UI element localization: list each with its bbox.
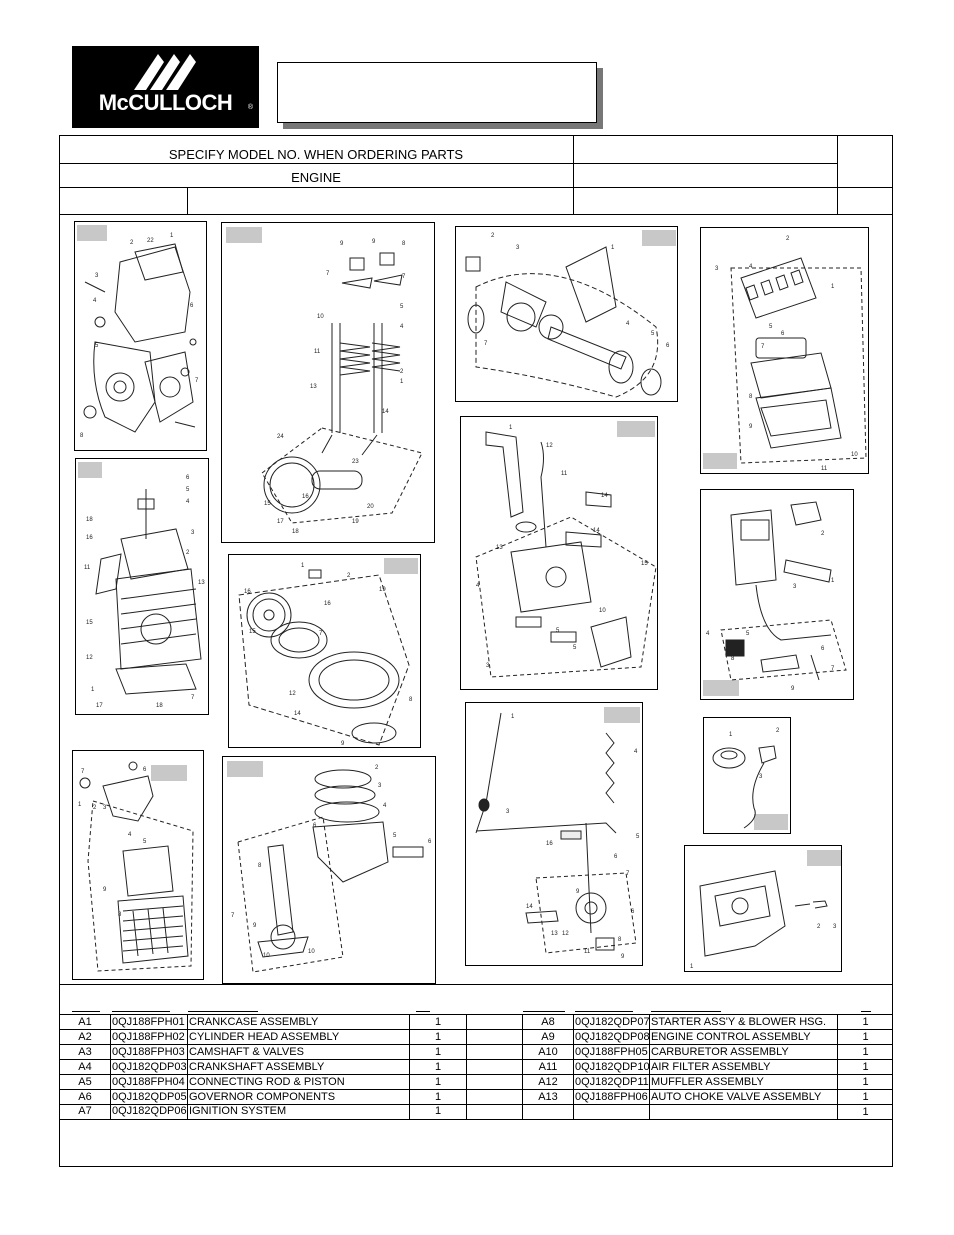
- svg-text:3: 3: [191, 530, 195, 536]
- svg-text:4: 4: [128, 832, 132, 838]
- part-no-cell: 0QJ188FPH06: [575, 1091, 648, 1103]
- part-no-cell: 0QJ182QDP07: [575, 1016, 650, 1028]
- qty-cell: 1: [434, 1016, 442, 1028]
- col-line: [573, 1014, 574, 1119]
- col-rule: [651, 1011, 721, 1012]
- description-cell: CRANKSHAFT ASSEMBLY: [189, 1061, 325, 1073]
- col-line: [187, 1014, 188, 1119]
- svg-text:1: 1: [301, 563, 305, 569]
- ref-cell: A5: [78, 1076, 92, 1088]
- governor-illustration-icon: [466, 703, 643, 966]
- qty-cell: 1: [434, 1046, 442, 1058]
- svg-text:10: 10: [599, 608, 606, 614]
- part-no-cell: 0QJ188FPH01: [112, 1016, 185, 1028]
- qty-cell: 1: [434, 1031, 442, 1043]
- svg-text:9: 9: [103, 887, 107, 893]
- svg-text:14: 14: [294, 711, 301, 717]
- svg-text:8: 8: [618, 937, 622, 943]
- svg-text:15: 15: [641, 561, 648, 567]
- qty-cell: 1: [434, 1105, 442, 1117]
- svg-text:16: 16: [302, 494, 309, 500]
- svg-text:4: 4: [400, 324, 404, 330]
- svg-text:2: 2: [347, 573, 351, 579]
- svg-text:6: 6: [428, 839, 432, 845]
- svg-text:3: 3: [103, 805, 107, 811]
- svg-text:1: 1: [831, 578, 835, 584]
- description-cell: CARBURETOR ASSEMBLY: [651, 1046, 789, 1058]
- svg-text:22: 22: [147, 238, 154, 244]
- svg-text:2: 2: [817, 924, 821, 930]
- part-no-cell: 0QJ182QDP08: [575, 1031, 650, 1043]
- svg-text:5: 5: [143, 839, 147, 845]
- col-line: [110, 1014, 111, 1119]
- logo-wordmark: McCULLOCH: [98, 90, 233, 115]
- svg-text:16: 16: [324, 601, 331, 607]
- svg-text:2: 2: [93, 805, 97, 811]
- svg-text:11: 11: [561, 471, 568, 477]
- svg-text:14: 14: [382, 409, 389, 415]
- qty-cell: 1: [862, 1046, 869, 1058]
- ref-cell: A7: [78, 1105, 92, 1117]
- diagram-engine-control: [460, 416, 658, 690]
- col-rule: [72, 1011, 100, 1012]
- description-cell: CRANKCASE ASSEMBLY: [189, 1016, 319, 1028]
- svg-text:4: 4: [706, 631, 710, 637]
- diagram-auto-choke: [684, 845, 842, 972]
- svg-text:8: 8: [118, 912, 122, 918]
- crankcase-illustration-icon: [75, 222, 207, 451]
- col-rule: [861, 1011, 871, 1012]
- svg-text:10: 10: [851, 452, 858, 458]
- svg-text:7: 7: [191, 695, 195, 701]
- svg-text:14: 14: [526, 904, 533, 910]
- svg-text:23: 23: [352, 459, 359, 465]
- mcculloch-logo: [72, 46, 259, 128]
- diagram-crankshaft: [455, 226, 678, 402]
- svg-text:13: 13: [496, 545, 503, 551]
- ignition-illustration-icon: [704, 718, 791, 834]
- part-no-cell: 0QJ188FPH03: [112, 1046, 185, 1058]
- svg-text:17: 17: [277, 519, 284, 525]
- diagram-carburetor: [700, 489, 854, 700]
- diagram-muffler: [72, 750, 204, 980]
- svg-text:7: 7: [195, 378, 199, 384]
- diagram-air-filter: [700, 227, 869, 474]
- description-cell: CYLINDER HEAD ASSEMBLY: [189, 1031, 340, 1043]
- header-divider-2: [837, 135, 838, 214]
- ref-cell: A10: [538, 1046, 558, 1058]
- svg-text:3: 3: [516, 245, 520, 251]
- header-divider-3: [187, 187, 188, 214]
- col-rule: [416, 1011, 430, 1012]
- qty-cell: 1: [862, 1106, 869, 1118]
- header-rule-right: [573, 163, 837, 164]
- svg-text:4: 4: [476, 583, 480, 589]
- muffler-illustration-icon: [73, 751, 204, 980]
- svg-text:6: 6: [821, 646, 825, 652]
- svg-text:5: 5: [746, 631, 750, 637]
- description-cell: AIR FILTER ASSEMBLY: [651, 1061, 771, 1073]
- svg-text:9: 9: [621, 954, 625, 960]
- svg-text:8: 8: [749, 394, 753, 400]
- description-cell: AUTO CHOKE VALVE ASSEMBLY: [651, 1091, 822, 1103]
- svg-text:11: 11: [821, 466, 828, 472]
- col-rule: [188, 1011, 258, 1012]
- svg-text:5: 5: [400, 304, 404, 310]
- svg-text:2: 2: [786, 236, 790, 242]
- svg-text:7: 7: [319, 631, 323, 637]
- svg-text:9: 9: [372, 239, 376, 245]
- svg-text:11: 11: [84, 565, 91, 571]
- svg-text:7: 7: [402, 274, 406, 280]
- svg-text:9: 9: [341, 741, 345, 747]
- svg-text:19: 19: [352, 519, 359, 525]
- svg-text:7: 7: [831, 666, 835, 672]
- svg-text:10: 10: [317, 314, 324, 320]
- ref-cell: A13: [538, 1091, 558, 1103]
- svg-text:5: 5: [186, 487, 190, 493]
- ref-cell: A4: [78, 1061, 92, 1073]
- description-cell: GOVERNOR COMPONENTS: [189, 1091, 336, 1103]
- col-line: [466, 1014, 467, 1119]
- description-cell: CAMSHAFT & VALVES: [189, 1046, 304, 1058]
- svg-text:1: 1: [611, 245, 615, 251]
- svg-text:8: 8: [80, 433, 84, 439]
- svg-text:1: 1: [400, 379, 404, 385]
- qty-cell: 1: [434, 1091, 442, 1103]
- ref-cell: A8: [541, 1016, 555, 1028]
- svg-text:2: 2: [821, 531, 825, 537]
- svg-text:1: 1: [831, 284, 835, 290]
- ref-cell: A3: [78, 1046, 92, 1058]
- svg-text:9: 9: [576, 889, 580, 895]
- svg-text:2: 2: [400, 369, 404, 375]
- svg-text:6: 6: [143, 767, 147, 773]
- svg-text:12: 12: [86, 655, 93, 661]
- engine-control-illustration-icon: [461, 417, 658, 690]
- svg-text:2: 2: [186, 550, 190, 556]
- svg-text:5: 5: [556, 628, 560, 634]
- ref-cell: A11: [538, 1061, 558, 1073]
- svg-text:13: 13: [310, 384, 317, 390]
- svg-text:4: 4: [749, 264, 753, 270]
- svg-text:6: 6: [666, 343, 670, 349]
- svg-text:2: 2: [130, 240, 134, 246]
- col-rule: [112, 1011, 170, 1012]
- brand-mark-icon: [132, 52, 202, 90]
- svg-text:18: 18: [292, 529, 299, 535]
- carburetor-illustration-icon: [701, 490, 854, 700]
- svg-text:11: 11: [314, 349, 321, 355]
- svg-text:16: 16: [86, 535, 93, 541]
- svg-text:2: 2: [776, 728, 780, 734]
- svg-text:6: 6: [781, 331, 785, 337]
- svg-text:15: 15: [249, 629, 256, 635]
- piston-illustration-icon: [223, 757, 436, 984]
- svg-text:7: 7: [761, 344, 765, 350]
- diagram-connecting-rod-piston: [222, 756, 436, 984]
- svg-text:1: 1: [511, 714, 515, 720]
- svg-text:3: 3: [378, 783, 382, 789]
- svg-text:6: 6: [313, 823, 317, 829]
- part-no-cell: 0QJ188FPH04: [112, 1076, 185, 1088]
- svg-text:10: 10: [263, 953, 270, 959]
- part-no-cell: 0QJ182QDP03: [112, 1061, 187, 1073]
- svg-text:1: 1: [91, 687, 95, 693]
- svg-text:2: 2: [491, 233, 495, 239]
- svg-text:19: 19: [379, 587, 386, 593]
- svg-text:3: 3: [95, 273, 99, 279]
- svg-text:4: 4: [93, 298, 97, 304]
- ref-cell: A1: [78, 1016, 92, 1028]
- part-no-cell: 0QJ182QDP06: [112, 1105, 187, 1117]
- col-rule: [523, 1011, 565, 1012]
- svg-text:4: 4: [383, 803, 387, 809]
- cylinder-head-illustration-icon: [76, 459, 209, 715]
- svg-text:5: 5: [769, 324, 773, 330]
- svg-text:3: 3: [793, 584, 797, 590]
- diagram-cylinder-head: [75, 458, 209, 715]
- qty-cell: 1: [862, 1076, 869, 1088]
- svg-text:14: 14: [593, 528, 600, 534]
- svg-text:12: 12: [562, 931, 569, 937]
- description-cell: MUFFLER ASSEMBLY: [651, 1076, 764, 1088]
- header-divider-1: [573, 135, 574, 214]
- svg-text:8: 8: [402, 241, 406, 247]
- svg-text:18: 18: [156, 703, 163, 709]
- qty-cell: 1: [434, 1061, 442, 1073]
- description-cell: STARTER ASS'Y & BLOWER HSG.: [651, 1016, 827, 1028]
- valves-illustration-icon: [222, 223, 435, 543]
- ref-cell: A12: [538, 1076, 558, 1088]
- svg-text:6: 6: [190, 303, 194, 309]
- svg-text:15: 15: [264, 501, 271, 507]
- svg-text:8: 8: [409, 697, 413, 703]
- svg-text:14: 14: [601, 493, 608, 499]
- air-filter-illustration-icon: [701, 228, 869, 474]
- svg-text:5: 5: [636, 834, 640, 840]
- auto-choke-illustration-icon: [685, 846, 842, 972]
- svg-text:7: 7: [81, 769, 85, 775]
- header-rule-2: [59, 187, 893, 188]
- svg-text:20: 20: [367, 504, 374, 510]
- svg-text:6: 6: [186, 475, 190, 481]
- diagram-camshaft-valves: [221, 222, 435, 543]
- starter-illustration-icon: [229, 555, 421, 748]
- svg-text:1: 1: [690, 964, 694, 970]
- title-box: [277, 62, 597, 123]
- svg-text:9: 9: [340, 241, 344, 247]
- svg-text:5: 5: [651, 331, 655, 337]
- svg-text:3: 3: [833, 924, 837, 930]
- svg-text:1: 1: [729, 732, 733, 738]
- qty-cell: 1: [434, 1076, 442, 1088]
- svg-text:6: 6: [614, 854, 618, 860]
- svg-text:18: 18: [86, 517, 93, 523]
- svg-text:11: 11: [584, 949, 591, 955]
- svg-text:5: 5: [573, 645, 577, 651]
- svg-text:16: 16: [244, 589, 251, 595]
- svg-text:7: 7: [484, 341, 488, 347]
- svg-text:9: 9: [749, 424, 753, 430]
- qty-cell: 1: [862, 1016, 869, 1028]
- svg-text:5: 5: [95, 343, 99, 349]
- row-rule: [59, 1119, 893, 1120]
- crankshaft-illustration-icon: [456, 227, 678, 402]
- svg-text:12: 12: [546, 443, 553, 449]
- svg-text:1: 1: [509, 425, 513, 431]
- diagram-governor: [465, 702, 643, 966]
- ref-cell: A2: [78, 1031, 92, 1043]
- diagram-ignition: [703, 717, 791, 834]
- svg-text:8: 8: [731, 656, 735, 662]
- svg-text:3: 3: [759, 774, 763, 780]
- svg-text:4: 4: [186, 499, 190, 505]
- part-no-cell: 0QJ188FPH02: [112, 1031, 185, 1043]
- part-no-cell: 0QJ188FPH05: [575, 1046, 648, 1058]
- svg-text:1: 1: [170, 233, 174, 239]
- svg-text:3: 3: [715, 266, 719, 272]
- diagram-starter-blower: [228, 554, 421, 748]
- svg-text:1: 1: [78, 802, 82, 808]
- svg-text:4: 4: [626, 321, 630, 327]
- svg-text:10: 10: [308, 949, 315, 955]
- svg-text:9: 9: [253, 923, 257, 929]
- svg-text:17: 17: [96, 703, 103, 709]
- col-rule: [575, 1011, 633, 1012]
- svg-text:24: 24: [277, 434, 284, 440]
- svg-text:5: 5: [393, 833, 397, 839]
- svg-text:13: 13: [551, 931, 558, 937]
- svg-text:3: 3: [486, 663, 490, 669]
- qty-cell: 1: [862, 1061, 869, 1073]
- description-cell: ENGINE CONTROL ASSEMBLY: [651, 1031, 811, 1043]
- svg-text:7: 7: [326, 271, 330, 277]
- part-no-cell: 0QJ182QDP10: [575, 1061, 650, 1073]
- ref-cell: A9: [541, 1031, 555, 1043]
- svg-text:6: 6: [631, 909, 635, 915]
- svg-text:3: 3: [506, 809, 510, 815]
- section-title: ENGINE: [291, 170, 341, 185]
- ordering-instruction: SPECIFY MODEL NO. WHEN ORDERING PARTS: [168, 147, 464, 162]
- svg-text:13: 13: [198, 580, 205, 586]
- svg-text:9: 9: [791, 686, 795, 692]
- svg-text:2: 2: [375, 765, 379, 771]
- description-cell: IGNITION SYSTEM: [189, 1105, 287, 1117]
- svg-text:7: 7: [626, 871, 630, 877]
- header-rule-3: [59, 214, 893, 215]
- description-cell: CONNECTING ROD & PISTON: [189, 1076, 345, 1088]
- registered-mark: ®: [247, 104, 253, 111]
- svg-text:15: 15: [86, 620, 93, 626]
- ref-cell: A6: [78, 1091, 92, 1103]
- svg-text:8: 8: [258, 863, 262, 869]
- svg-text:12: 12: [289, 691, 296, 697]
- part-no-cell: 0QJ182QDP05: [112, 1091, 187, 1103]
- svg-text:4: 4: [634, 749, 638, 755]
- table-top-rule: [59, 984, 893, 985]
- qty-cell: 1: [862, 1031, 869, 1043]
- diagram-crankcase: [74, 221, 207, 451]
- svg-text:7: 7: [231, 913, 235, 919]
- part-no-cell: 0QJ182QDP11: [575, 1076, 649, 1088]
- svg-text:16: 16: [546, 841, 553, 847]
- qty-cell: 1: [862, 1091, 869, 1103]
